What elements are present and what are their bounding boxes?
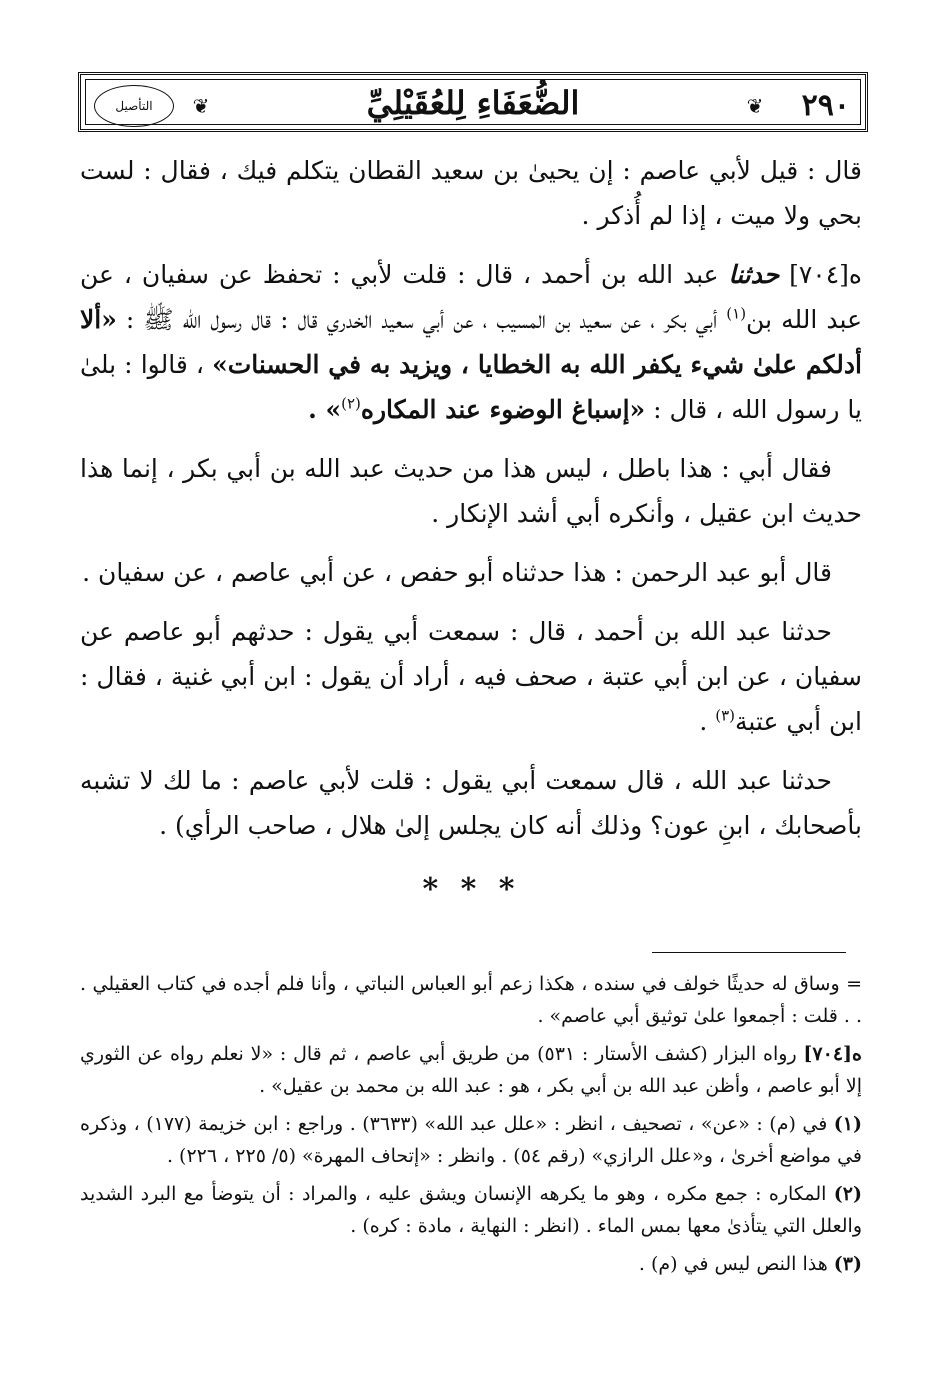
dialogue-text: ، قالوا : بلىٰ يا رسول الله ، قال :: [80, 350, 862, 424]
main-text: [80, 148, 862, 862]
footnote-text: وساق له حديثًا خولف في سنده ، هكذا زعم أبو العباس النباتي ، وأنا فلم أجده في كتاب العقيلي . . . قلت : أجمعوا علىٰ توثيق أبي عاصم» .: [80, 973, 862, 1027]
paragraph: حدثنا عبد الله ، قال سمعت أبي يقول : قلت لأبي عاصم : ما لك لا تشبه بأصحابك ، ابنِ عون؟ وذلك أنه كان يجلس إلىٰ هلال ، صاحب الرأي) .: [80, 766, 862, 840]
footnote-label: ه[٧٠٤]: [803, 1043, 862, 1065]
running-header: [78, 72, 868, 132]
footnote-text: المكاره : جمع مكره ، وهو ما يكرهه الإنسان ويشق عليه ، والمراد : أن يتوضأ مع البرد الشديد والعلل التي يتأذىٰ معها بمس الماء . (انظر : النهاية ، مادة : كره) .: [80, 1183, 862, 1237]
paragraph-end: .: [699, 707, 708, 736]
paragraph: [80, 609, 862, 744]
paragraph: قال أبو عبد الرحمن : هذا حدثناه أبو حفص ، عن أبي عاصم ، عن سفيان .: [82, 558, 832, 587]
isnad-text: عبد الله بن أحمد ، قال : قلت لأبي : تحفظ عن سفيان ، عن عبد الله بن: [80, 260, 862, 334]
footnote-rule: [652, 952, 846, 953]
footnote-continuation: [80, 968, 862, 1032]
footnote-ref: (٣): [715, 706, 736, 725]
paragraph-text: حدثنا عبد الله بن أحمد ، قال : سمعت أبي يقول : حدثهم أبو عاصم عن سفيان ، عن ابن أبي عتبة ، صحف فيه ، أراد أن يقول : ابن أبي غنية ، فقال : ابن أبي عتبة: [80, 617, 862, 736]
footnote-ref: (٢): [341, 394, 361, 413]
footnote-3: [80, 1248, 862, 1280]
page-number: ٢٩٠: [801, 88, 850, 123]
ornament-icon: ❦: [192, 94, 210, 118]
footnote-ref: (١): [726, 304, 747, 323]
quote-close: » .: [308, 395, 342, 424]
section-separator: * * *: [422, 872, 521, 907]
footnote-text: هذا النص ليس في (م) .: [638, 1253, 828, 1275]
footnote-1: [80, 1108, 862, 1172]
book-title: الضُّعَفَاءِ لِلعُقَيْلِيِّ: [366, 84, 580, 122]
footnote-text: رواه البزار (كشف الأستار : ٥٣١) من طريق أبي عاصم ، ثم قال : «لا نعلم رواه عن الثوري إلا أبو عاصم ، وأظن عبد الله بن أبي بكر ، هو : عبد الله بن محمد بن عقيل» .: [80, 1043, 862, 1097]
paragraph: قال : قيل لأبي عاصم : إن يحيىٰ بن سعيد القطان يتكلم فيك ، فقال : لست بحي ولا ميت ، إذا لم أُذكر .: [80, 156, 862, 230]
footnotes: [80, 968, 862, 1286]
hadith-matn: «إسباغ الوضوء عند المكاره: [360, 395, 646, 424]
isnad-text: أبي بكر ، عن سعيد بن المسيب ، عن أبي سعيد الخدري قال : قال رسول الله ﷺ :: [125, 305, 718, 334]
footnote-2: [80, 1178, 862, 1242]
footnote-text: في (م) : «عن» ، تصحيف ، انظر : «علل عبد الله» (٣٦٣٣) . وراجع : ابن خزيمة (١٧٧) ، وذكره في مواضع أخرىٰ ، و«علل الرازي» (رقم ٥٤) . وانظر : «إتحاف المهرة» (٥/ ٢٢٥ ، ٢٢٦) .: [80, 1113, 862, 1167]
footnote-label: (٣): [833, 1253, 862, 1275]
ornament-icon: ❦: [746, 94, 764, 118]
publisher-logo: التأصيل: [94, 85, 174, 127]
hadith-matn: «ألا أدلكم علىٰ شيء يكفر الله به الخطايا ، ويزيد به في الحسنات»: [80, 305, 863, 379]
hadith-entry: [80, 252, 862, 432]
paragraph: فقال أبي : هذا باطل ، ليس هذا من حديث عبد الله بن أبي بكر ، إنما هذا حديث ابن عقيل ، وأنكره أبي أشد الإنكار .: [80, 454, 862, 528]
footnote-label: (٢): [833, 1183, 862, 1205]
footnote-label: (١): [833, 1113, 862, 1135]
continuation-marker: =: [846, 973, 863, 995]
narration-opener: حدثنا: [728, 260, 780, 289]
hadith-number: ه[٧٠٤]: [789, 260, 863, 289]
header-frame: [85, 79, 861, 125]
footnote-704: [80, 1038, 862, 1102]
